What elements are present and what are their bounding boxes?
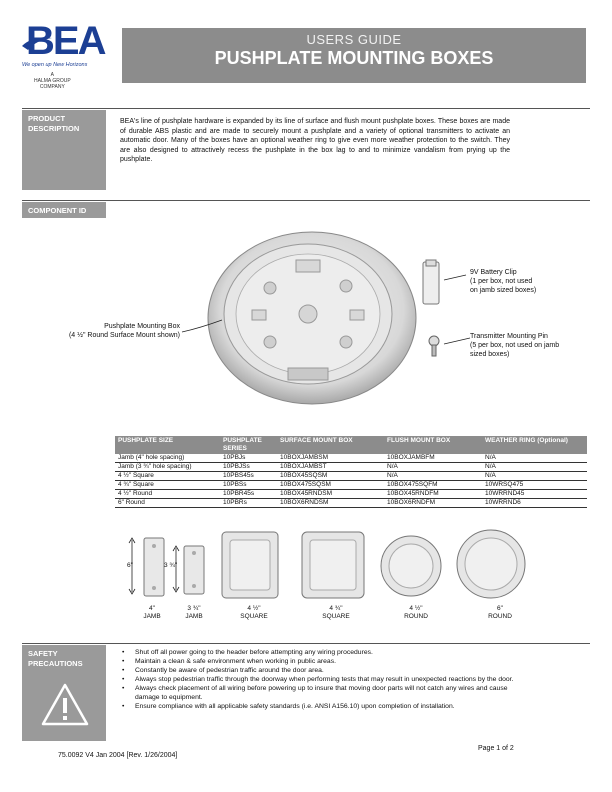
- table-cell: Jamb (3 ¾" hole spacing): [115, 463, 220, 472]
- table-cell: 10BOX6RNDFM: [384, 499, 482, 508]
- section-divider: [22, 643, 590, 644]
- table-cell: 10BOX45RNDFM: [384, 490, 482, 499]
- size-table: [115, 436, 587, 508]
- table-cell: 10BOX45SQSM: [277, 472, 384, 481]
- pin-note: sized boxes): [470, 351, 510, 358]
- page-number: Page 1 of 2: [478, 745, 514, 752]
- pin-title: Transmitter Mounting Pin: [470, 333, 548, 340]
- dim-six-inch: 6": [127, 562, 133, 569]
- table-cell: Jamb (4" hole spacing): [115, 454, 220, 463]
- table-cell: N/A: [482, 454, 587, 463]
- box-type: JAMB: [143, 613, 161, 620]
- box-label-square-4-75: [316, 605, 356, 621]
- safety-item: • Always check placement of all wiring before powering up to insure that moving door parts will not catch any wires and cause damage to equipment.: [120, 684, 520, 702]
- table-cell: 4 ½" Round: [115, 490, 220, 499]
- product-description-label: PRODUCT DESCRIPTION: [22, 110, 106, 190]
- box-label-jamb-3-75: [176, 605, 212, 621]
- safety-item: • Ensure compliance with all applicable safety standards (i.e. ANSI A156.10) upon completion of installation.: [120, 702, 520, 711]
- col-surface-mount: SURFACE MOUNT BOX: [277, 436, 384, 454]
- box-type: ROUND: [488, 613, 512, 620]
- box-label-round-6: [480, 605, 520, 621]
- table-cell: 4 ¾" Square: [115, 481, 220, 490]
- component-id-label: COMPONENT ID: [22, 202, 106, 218]
- table-cell: 10BOX475SQFM: [384, 481, 482, 490]
- col-pushplate-series: PUSHPLATE SERIES: [220, 436, 277, 454]
- box-label-square-4-5: [234, 605, 274, 621]
- warning-triangle-icon: [40, 682, 90, 728]
- table-cell: N/A: [482, 463, 587, 472]
- doc-revision: 75.0092 V4 Jan 2004 [Rev. 1/26/2004]: [58, 752, 178, 759]
- table-row: [115, 481, 587, 490]
- header-subtitle: USERS GUIDE: [306, 32, 402, 47]
- table-cell: 10BOXJAMBFM: [384, 454, 482, 463]
- table-cell: 6" Round: [115, 499, 220, 508]
- box-type: SQUARE: [240, 613, 268, 620]
- box-type: JAMB: [185, 613, 203, 620]
- battery-clip-note: (1 per box, not used: [470, 278, 533, 285]
- logo-tagline: We open up New Horizons: [22, 62, 88, 68]
- table-cell: 10BOXJAMBST: [277, 463, 384, 472]
- table-cell: N/A: [384, 472, 482, 481]
- col-flush-mount: FLUSH MOUNT BOX: [384, 436, 482, 454]
- box-size: 6": [497, 605, 503, 612]
- table-cell: 10PBJs: [220, 454, 277, 463]
- box-size: 4 ½": [409, 605, 423, 612]
- dim-three-quarter: 3 ¾": [164, 562, 178, 569]
- box-size: 3 ¾": [187, 605, 201, 612]
- box-note: (4 ½" Round Surface Mount shown): [68, 332, 180, 339]
- col-pushplate-size: PUSHPLATE SIZE: [115, 436, 220, 454]
- battery-clip-note: on jamb sized boxes): [470, 287, 537, 294]
- table-cell: 10PBRs: [220, 499, 277, 508]
- product-description-text: BEA's line of pushplate hardware is expanded by its line of surface and flush mount pushplate boxes. These boxes are made of durable ABS plastic and are made to securely mount a pushplate and a variety of optional transmitters to activate an automatic door. Many of the boxes have an optional weather ring to give even more weather protection to the switch. They are also designed to attractively recess the pushplate in the box lag to and to minimize vandalism from prying up the pushplate.: [120, 118, 510, 164]
- box-title: Pushplate Mounting Box: [104, 323, 180, 330]
- battery-clip-callout: [470, 268, 536, 295]
- halma-company: COMPANY: [39, 84, 65, 90]
- table-cell: N/A: [482, 472, 587, 481]
- safety-item: • Constantly be aware of pedestrian traffic around the door area.: [120, 666, 520, 675]
- box-callout: [50, 322, 180, 340]
- table-cell: N/A: [384, 463, 482, 472]
- table-row: [115, 472, 587, 481]
- table-cell: 10PBS45s: [220, 472, 277, 481]
- safety-precautions-label: SAFETY PRECAUTIONS: [22, 645, 106, 741]
- box-label-jamb-4: [134, 605, 170, 621]
- pin-note: (5 per box, not used on jamb: [470, 342, 560, 349]
- table-cell: 10PBSs: [220, 481, 277, 490]
- safety-list: [120, 648, 520, 711]
- box-size: 4": [149, 605, 155, 612]
- col-weather-ring: WEATHER RING (Optional): [482, 436, 587, 454]
- box-label-round-4-5: [396, 605, 436, 621]
- table-cell: 4 ½" Square: [115, 472, 220, 481]
- table-row: [115, 463, 587, 472]
- box-type: SQUARE: [322, 613, 350, 620]
- safety-item: • Shut off all power going to the header before attempting any wiring procedures.: [120, 648, 520, 657]
- table-cell: 10PBJSs: [220, 463, 277, 472]
- table-row: [115, 499, 587, 508]
- page-title: PUSHPLATE MOUNTING BOXES: [214, 48, 494, 68]
- table-cell: 10BOX45RNDSM: [277, 490, 384, 499]
- table-row: [115, 454, 587, 463]
- table-header-row: [115, 436, 587, 454]
- battery-clip-title: 9V Battery Clip: [470, 269, 517, 276]
- halma-a: A: [50, 72, 55, 78]
- table-cell: 10BOX475SQSM: [277, 481, 384, 490]
- pin-callout: [470, 332, 559, 359]
- table-cell: 10WRRND45: [482, 490, 587, 499]
- box-lineup: [118, 518, 528, 608]
- box-size: 4 ½": [247, 605, 261, 612]
- halma-name: HALMA GROUP: [34, 78, 71, 84]
- box-size: 4 ¾": [329, 605, 343, 612]
- table-cell: 10PBR45s: [220, 490, 277, 499]
- table-cell: 10WRSQ475: [482, 481, 587, 490]
- box-type: ROUND: [404, 613, 428, 620]
- safety-item: • Maintain a clean & safe environment when working in public areas.: [120, 657, 520, 666]
- table-cell: 10WRRND6: [482, 499, 587, 508]
- table-cell: 10BOXJAMBSM: [277, 454, 384, 463]
- table-cell: 10BOX6RNDSM: [277, 499, 384, 508]
- table-row: [115, 490, 587, 499]
- logo-letters: BEA: [26, 19, 105, 63]
- safety-item: • Always stop pedestrian traffic through the doorway when performing tests that may result in unexpected reactions by the door.: [120, 675, 520, 684]
